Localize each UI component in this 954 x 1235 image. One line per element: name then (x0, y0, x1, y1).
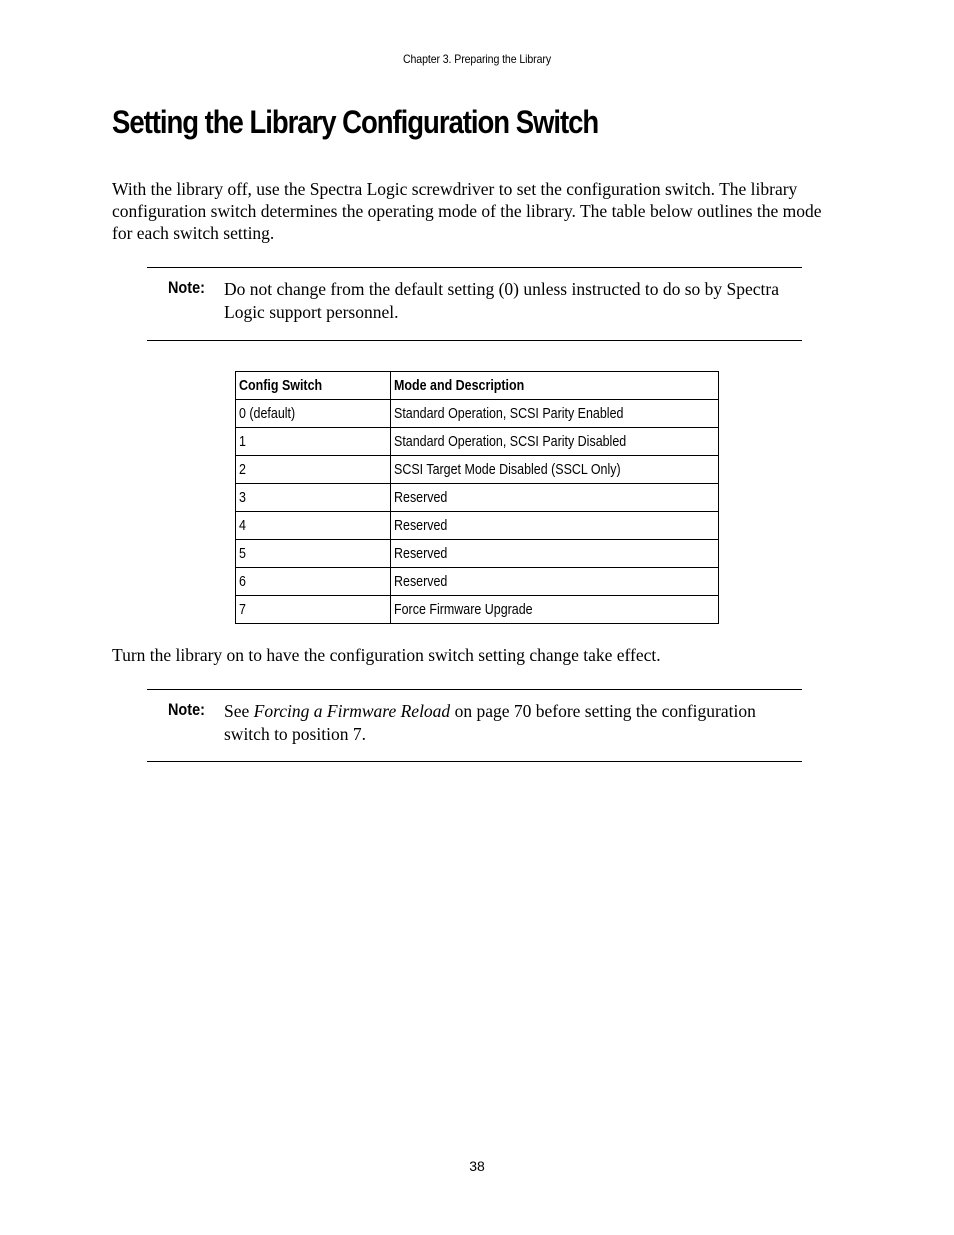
switch-value-cell: 4 (236, 512, 391, 540)
table-row (236, 568, 719, 596)
running-header: Chapter 3. Preparing the Library (402, 52, 552, 66)
page-number: 38 (469, 1158, 485, 1174)
switch-value-cell: 3 (236, 484, 391, 512)
mode-description-cell: Standard Operation, SCSI Parity Disabled (391, 428, 719, 456)
table-header-row (236, 372, 719, 400)
mode-description-cell: Standard Operation, SCSI Parity Enabled (391, 400, 719, 428)
switch-value-cell: 7 (236, 596, 391, 624)
mode-description-cell: Reserved (391, 484, 719, 512)
table-row (236, 428, 719, 456)
cross-reference-link[interactable]: Forcing a Firmware Reload (253, 701, 451, 721)
note-text: Do not change from the default setting (0) unless instructed to do so by Spectra Logic support personnel. (224, 279, 780, 322)
switch-value-cell: 6 (236, 568, 391, 596)
note-label: Note: (168, 700, 205, 719)
mode-description-cell: Reserved (391, 512, 719, 540)
switch-value-cell: 1 (236, 428, 391, 456)
note-box-firmware-reload (147, 689, 802, 762)
table-row (236, 456, 719, 484)
note-box-default-setting (147, 267, 802, 341)
table-row (236, 400, 719, 428)
column-header-mode-description: Mode and Description (391, 372, 719, 400)
table-row (236, 596, 719, 624)
note-prefix: See (224, 701, 250, 721)
intro-paragraph: With the library off, use the Spectra Logic screwdriver to set the configuration switch. The library configuration switch determines the operating mode of the library. The table below outlines the mode for each switch setting. (112, 179, 822, 243)
note-label: Note: (168, 278, 205, 297)
note-text (224, 700, 794, 746)
switch-value-cell: 2 (236, 456, 391, 484)
mode-description-cell: Reserved (391, 568, 719, 596)
column-header-config-switch: Config Switch (236, 372, 391, 400)
follow-paragraph: Turn the library on to have the configuration switch setting change take effect. (112, 645, 661, 665)
table-row (236, 540, 719, 568)
table-row (236, 512, 719, 540)
page-title: Setting the Library Configuration Switch (112, 104, 599, 140)
config-switch-table (235, 371, 719, 624)
switch-value-cell: 0 (default) (236, 400, 391, 428)
mode-description-cell: SCSI Target Mode Disabled (SSCL Only) (391, 456, 719, 484)
table-row (236, 484, 719, 512)
mode-description-cell: Force Firmware Upgrade (391, 596, 719, 624)
switch-value-cell: 5 (236, 540, 391, 568)
note-suffix: on page 70 before setting the configuration switch to position 7. (224, 701, 756, 744)
mode-description-cell: Reserved (391, 540, 719, 568)
